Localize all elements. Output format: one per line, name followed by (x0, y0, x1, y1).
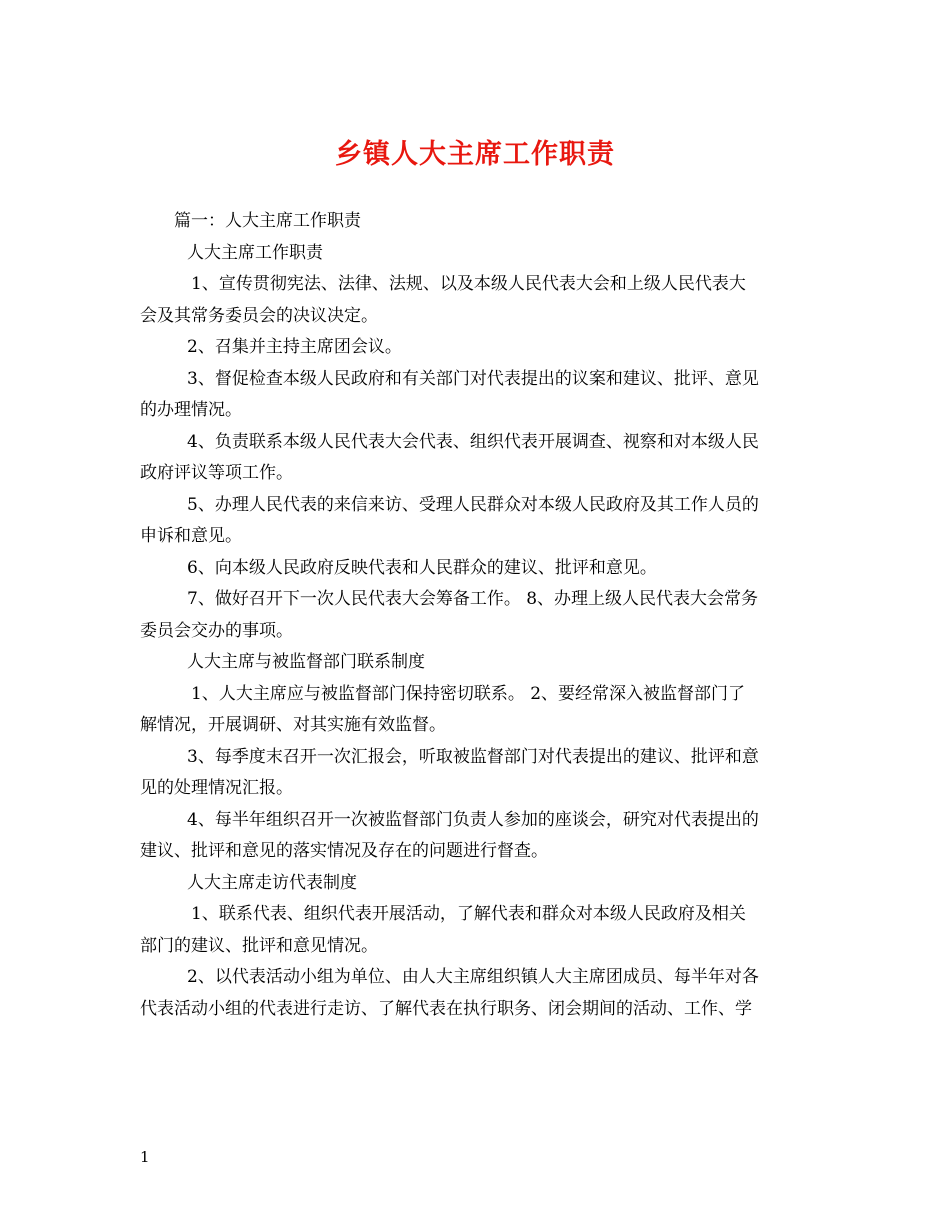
paragraph-line: 的办理情况。 (140, 400, 242, 420)
paragraph-line: 4、负责联系本级人民代表大会代表、组织代表开展调查、视察和对本级人民 (187, 431, 759, 452)
paragraph-line: 7、做好召开下一次人民代表大会筹备工作。 8、办理上级人民代表大会常务 (187, 589, 759, 609)
document-title: 乡镇人大主席工作职责 (335, 139, 615, 170)
paragraph-line: 5、办理人民代表的来信来访、受理人民群众对本级人民政府及其工作人员的 (187, 494, 759, 515)
paragraph-line: 委员会交办的事项。 (140, 620, 293, 641)
paragraph-line: 2、召集并主持主席团会议。 (187, 337, 402, 357)
paragraph-line: 3、督促检查本级人民政府和有关部门对代表提出的议案和建议、批评、意见 (187, 368, 759, 389)
paragraph-line: 会及其常务委员会的决议决定。 (140, 305, 378, 326)
paragraph-line: 2、以代表活动小组为单位、由人大主席组织镇人大主席团成员、每半年对各 (187, 967, 759, 987)
paragraph-line: 6、向本级人民政府反映代表和人民群众的建议、批评和意见。 (187, 557, 657, 578)
paragraph-line: 1、宣传贯彻宪法、法律、法规、以及本级人民代表大会和上级人民代表大 (191, 274, 746, 294)
paragraph-line: 建议、批评和意见的落实情况及存在的问题进行督查。 (140, 841, 548, 861)
paragraph-line: 3、每季度末召开一次汇报会，听取被监督部门对代表提出的建议、批评和意 (187, 746, 759, 767)
paragraph-line: 代表活动小组的代表进行走访、了解代表在执行职务、闭会期间的活动、工作、学 (140, 998, 752, 1019)
paragraph-line: 人大主席与被监督部门联系制度 (187, 652, 425, 672)
paragraph-line: 部门的建议、批评和意见情况。 (140, 935, 378, 956)
page-number: 1 (140, 1148, 150, 1166)
paragraph-line: 1、人大主席应与被监督部门保持密切联系。 2、要经常深入被监督部门了 (191, 683, 746, 704)
paragraph-line: 政府评议等项工作。 (140, 463, 293, 483)
document-body (140, 206, 812, 1025)
paragraph-line: 解情况，开展调研、对其实施有效监督。 (140, 715, 446, 735)
paragraph-line: 1、联系代表、组织代表开展活动，了解代表和群众对本级人民政府及相关 (191, 904, 746, 924)
paragraph-line: 人大主席走访代表制度 (187, 872, 357, 893)
paragraph-line: 4、每半年组织召开一次被监督部门负责人参加的座谈会，研究对代表提出的 (187, 809, 759, 830)
paragraph-line: 篇一：人大主席工作职责 (174, 211, 361, 231)
paragraph-line: 见的处理情况汇报。 (140, 778, 293, 798)
paragraph-line: 人大主席工作职责 (187, 242, 323, 263)
paragraph-line: 申诉和意见。 (140, 526, 242, 546)
